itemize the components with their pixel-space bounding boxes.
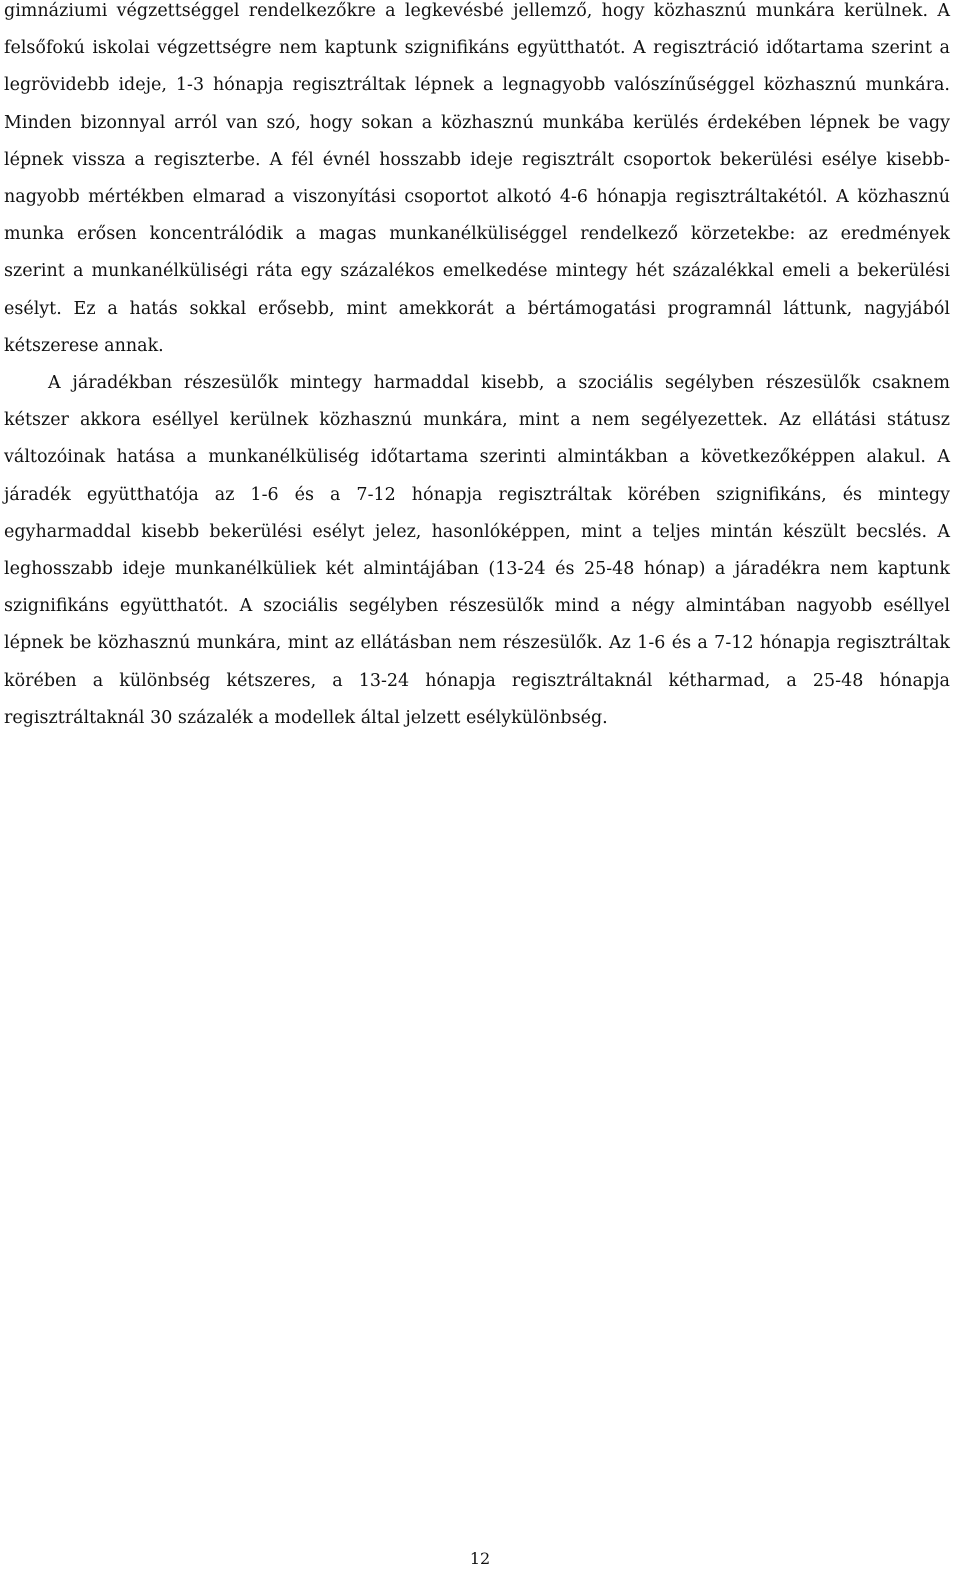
body-text (4, 0, 950, 737)
page-number: 12 (469, 1549, 491, 1568)
paragraph-2: A járadékban részesülők mintegy harmaddal kisebb, a szociális segélyben részesülők csaknem kétszer akkora eséllyel kerülnek közhasznú munkára, mint a nem segélyezettek. Az ellátási státusz változóinak hatása a munkanélküliség időtartama szerinti almintákban a következőképpen alakul. A járadék együtthatója az 1-6 és a 7-12 hónapja regisztráltak körében szignifikáns, és mintegy egyharmaddal kisebb bekerülési esélyt jelez, hasonlóképpen, mint a teljes mintán készült becslés. A leghosszabb ideje munkanélküliek két almintájában (13-24 és 25-48 hónap) a járadékra nem kaptunk szignifikáns együtthatót. A szociális segélyben részesülők mind a négy almintában nagyobb eséllyel lépnek be közhasznú munkára, mint az ellátásban nem részesülők. Az 1-6 és a 7-12 hónapja regisztráltak körében a különbség kétszeres, a 13-24 hónapja regisztráltaknál kétharmad, a 25-48 hónapja regisztráltaknál 30 százalék a modellek által jelzett esélykülönbség. (4, 373, 950, 728)
paragraph-1: gimnáziumi végzettséggel rendelkezőkre a legkevésbé jellemző, hogy közhasznú munkára kerülnek. A felsőfokú iskolai végzettségre nem kaptunk szignifikáns együtthatót. A regisztráció időtartama szerint a legrövidebb ideje, 1-3 hónapja regisztráltak lépnek a legnagyobb valószínűséggel közhasznú munkára. Minden bizonnyal arról van szó, hogy sokan a közhasznú munkába kerülés érdekében lépnek be vagy lépnek vissza a regiszterbe. A fél évnél hosszabb ideje regisztrált csoportok bekerülési esélye kisebb-nagyobb mértékben elmarad a viszonyítási csoportot alkotó 4-6 hónapja regisztráltakétól. A közhasznú munka erősen koncentrálódik a magas munkanélküliséggel rendelkező körzetekbe: az eredmények szerint a munkanélküliségi ráta egy százalékos emelkedése mintegy hét százalékkal emeli a bekerülési esélyt. Ez a hatás sokkal erősebb, mint amekkorát a bértámogatási programnál láttunk, nagyjából kétszerese annak. (4, 1, 950, 356)
